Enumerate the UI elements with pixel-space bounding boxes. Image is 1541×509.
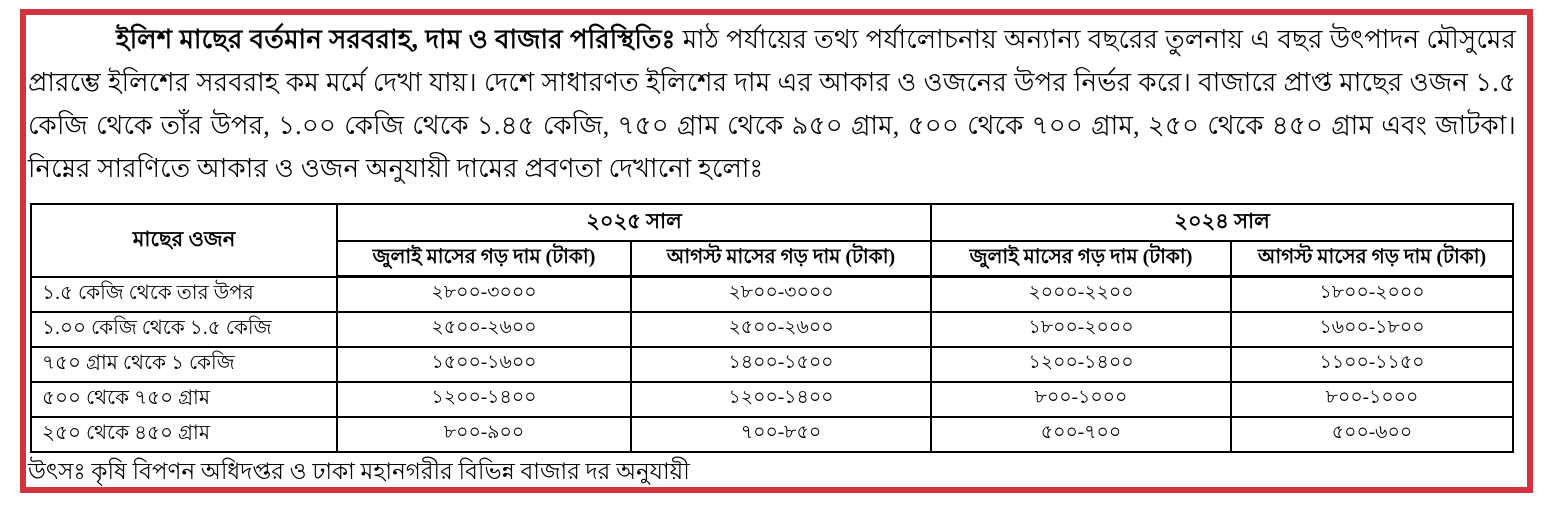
year-2025-header: ২০২৫ সাল [337, 204, 931, 241]
source-note: উৎসঃ কৃষি বিপণন অধিদপ্তর ও ঢাকা মহানগরীর বিভিন্ন বাজার দর অনুযায়ী [28, 458, 690, 484]
price-cell: ১২০০-১৪০০ [337, 382, 631, 417]
price-cell: ১৮০০-২০০০ [931, 312, 1231, 347]
price-cell: ১৮০০-২০০০ [1231, 277, 1513, 312]
price-cell: ২৮০০-৩০০০ [631, 277, 931, 312]
weight-cell: ৭৫০ গ্রাম থেকে ১ কেজি [31, 347, 337, 382]
paragraph-title: ইলিশ মাছের বর্তমান সরবরাহ, দাম ও বাজার পরিস্থিতিঃ [116, 25, 676, 54]
paragraph-body: মাঠ পর্যায়ের তথ্য পর্যালোচনায় অন্যান্য বছরের তুলনায় এ বছর উৎপাদন মৌসুমের প্রারম্ভে ইলিশের সরবরাহ কম মর্মে দেখা যায়। দেশে সাধারণত ইলিশের দাম এর আকার ও ওজনের উপর নির্ভর করে। বাজারে প্রাপ্ত মাছের ওজন ১.৫ কেজি থেকে তাঁর উপর, ১.০০ কেজি থেকে ১.৪৫ কেজি, ৭৫০ গ্রাম থেকে ৯৫০ গ্রাম, ৫০০ থেকে ৭০০ গ্রাম, ২৫০ থেকে ৪৫০ গ্রাম এবং জাটকা। নিম্নের সারণিতে আকার ও ওজন অনুযায়ী দামের প্রবণতা দেখানো হলোঃ [28, 25, 1516, 183]
price-cell: ২৫০০-২৬০০ [337, 312, 631, 347]
table-row [31, 277, 1513, 312]
weight-cell: ১.০০ কেজি থেকে ১.৫ কেজি [31, 312, 337, 347]
price-cell: ১৪০০-১৫০০ [631, 347, 931, 382]
intro-paragraph [28, 18, 1516, 190]
price-cell: ১২০০-১৪০০ [931, 347, 1231, 382]
table-row [31, 312, 1513, 347]
price-cell: ৭০০-৮৫০ [631, 417, 931, 452]
july-2024-header: জুলাই মাসের গড় দাম (টাকা) [931, 241, 1231, 277]
price-cell: ২৫০০-২৬০০ [631, 312, 931, 347]
weight-cell: ৫০০ থেকে ৭৫০ গ্রাম [31, 382, 337, 417]
august-2024-header: আগস্ট মাসের গড় দাম (টাকা) [1231, 241, 1513, 277]
july-2025-header: জুলাই মাসের গড় দাম (টাকা) [337, 241, 631, 277]
table-row [31, 382, 1513, 417]
price-table [30, 203, 1514, 453]
table-row [31, 417, 1513, 452]
price-cell: ১১০০-১১৫০ [1231, 347, 1513, 382]
price-cell: ৮০০-৯০০ [337, 417, 631, 452]
price-cell: ২০০০-২২০০ [931, 277, 1231, 312]
august-2025-header: আগস্ট মাসের গড় দাম (টাকা) [631, 241, 931, 277]
weight-cell: ২৫০ থেকে ৪৫০ গ্রাম [31, 417, 337, 452]
table-header-year-row [31, 204, 1513, 241]
weight-cell: ১.৫ কেজি থেকে তার উপর [31, 277, 337, 312]
price-cell: ৮০০-১০০০ [1231, 382, 1513, 417]
document-content [28, 12, 1516, 487]
price-cell: ৮০০-১০০০ [931, 382, 1231, 417]
table-row [31, 347, 1513, 382]
price-cell: ৫০০-৭০০ [931, 417, 1231, 452]
price-cell: ১৫০০-১৬০০ [337, 347, 631, 382]
weight-column-header: মাছের ওজন [31, 204, 337, 277]
price-cell: ৫০০-৬০০ [1231, 417, 1513, 452]
year-2024-header: ২০২৪ সাল [931, 204, 1513, 241]
price-cell: ১৬০০-১৮০০ [1231, 312, 1513, 347]
price-cell: ১২০০-১৪০০ [631, 382, 931, 417]
price-cell: ২৮০০-৩০০০ [337, 277, 631, 312]
